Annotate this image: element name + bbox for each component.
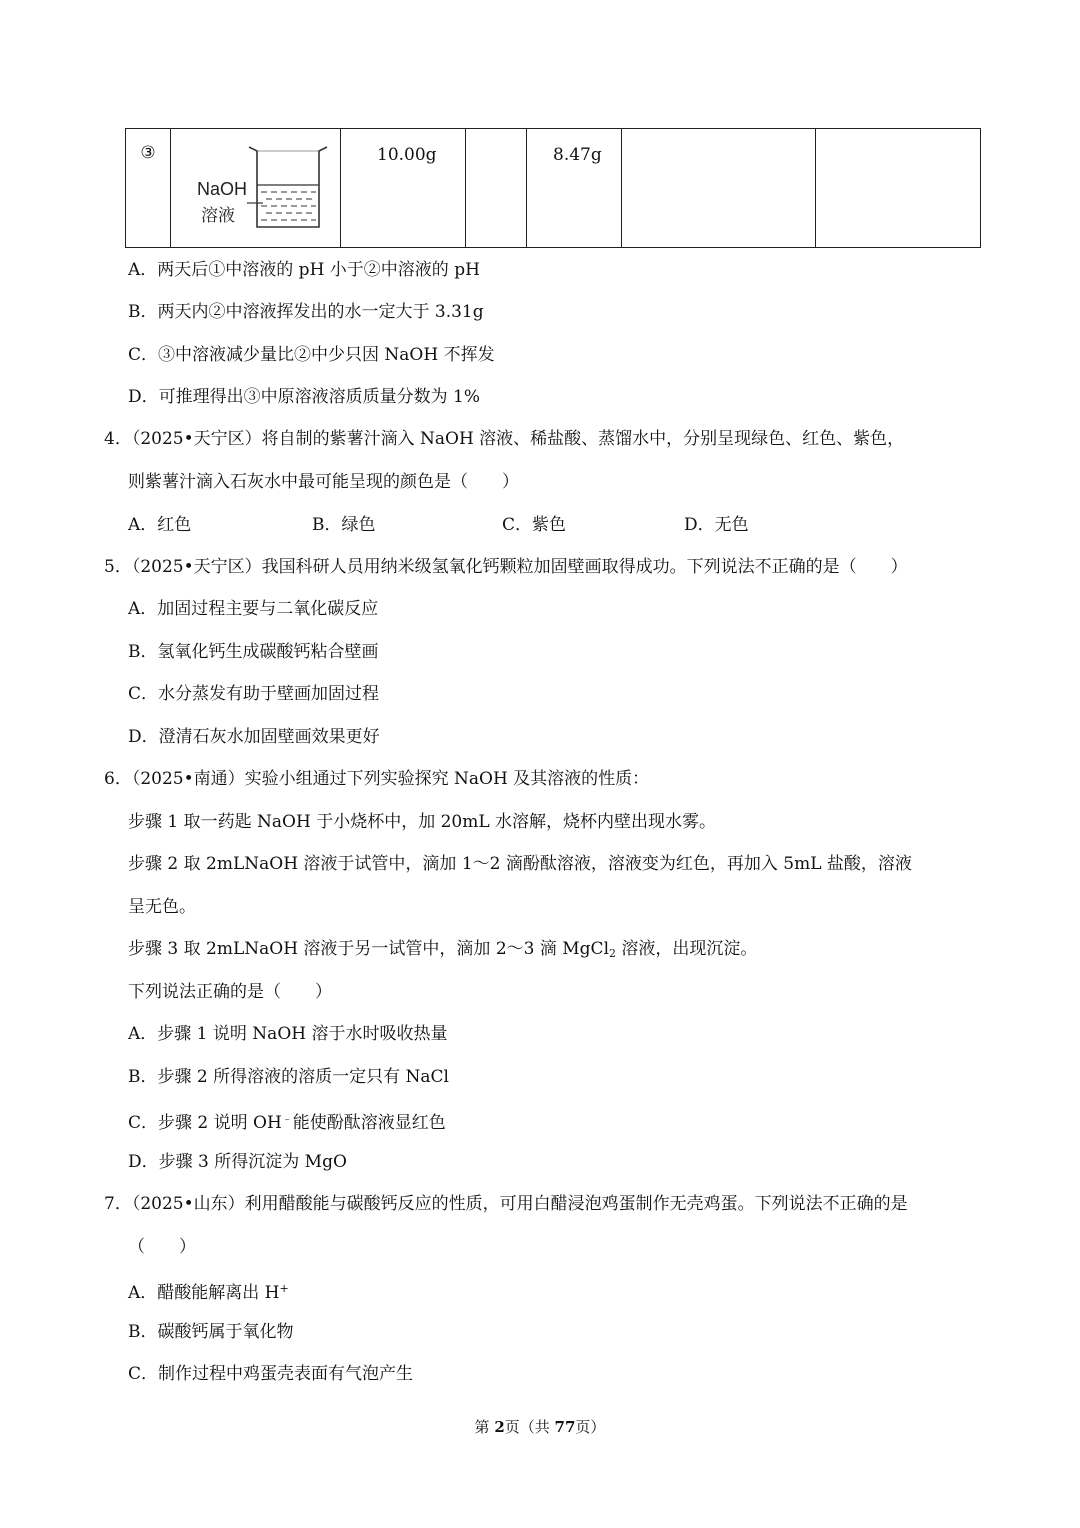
q4-option-a: A．红色 bbox=[128, 515, 192, 535]
q7-option-a-superscript: + bbox=[279, 1282, 289, 1295]
q4-stem-line1: 4．（2025•天宁区）将自制的紫薯汁滴入 NaOH 溶液、稀盐酸、蒸馏水中，分别呈现绿色、红色、紫色， bbox=[104, 429, 905, 449]
q4-stem-line2: 则紫薯汁滴入石灰水中最可能呈现的颜色是（ ） bbox=[128, 472, 519, 492]
q6-step3-text: 步骤 3 取 2mLNaOH 溶液于另一试管中，滴加 2～3 滴 MgCl bbox=[128, 939, 610, 959]
q4-option-c: C．紫色 bbox=[502, 515, 567, 535]
row-number: ③ bbox=[126, 129, 171, 248]
page-number: 2 bbox=[494, 1418, 505, 1436]
q7-option-a-text: A．醋酸能解离出 H bbox=[128, 1283, 280, 1303]
q5-option-d: D．澄清石灰水加固壁画效果更好 bbox=[128, 727, 380, 747]
footer-text-mid: 页（共 bbox=[504, 1418, 555, 1436]
beaker-cell bbox=[171, 129, 341, 248]
empty-cell bbox=[622, 129, 816, 248]
beaker-label-solution: 溶液 bbox=[201, 206, 235, 226]
page-footer bbox=[0, 1416, 1080, 1437]
q5-stem: 5．（2025•天宁区）我国科研人员用纳米级氢氧化钙颗粒加固壁画取得成功。下列说法不正确的是（ ） bbox=[104, 557, 908, 577]
q6-step3-text-end: 溶液，出现沉淀。 bbox=[616, 939, 758, 959]
q6-step2-line2: 呈无色。 bbox=[128, 897, 196, 917]
q7-option-a bbox=[128, 1278, 289, 1304]
q6-ask: 下列说法正确的是（ ） bbox=[128, 982, 332, 1002]
q3-option-a: A．两天后①中溶液的 pH 小于②中溶液的 pH bbox=[128, 260, 480, 280]
beaker-label-naoh: NaOH bbox=[197, 179, 248, 199]
mass-initial-cell: 10.00g bbox=[341, 129, 466, 248]
empty-cell bbox=[816, 129, 981, 248]
q7-paren: （ ） bbox=[128, 1237, 196, 1257]
q5-option-a: A．加固过程主要与二氧化碳反应 bbox=[128, 599, 379, 619]
q6-step1: 步骤 1 取一药匙 NaOH 于小烧杯中，加 20mL 水溶解，烧杯内壁出现水雾。 bbox=[128, 812, 717, 832]
empty-cell bbox=[466, 129, 527, 248]
q3-option-d: D．可推理得出③中原溶液溶质质量分数为 1% bbox=[128, 387, 481, 407]
q6-option-c-superscript: ﹣ bbox=[281, 1112, 293, 1125]
q4-option-d: D．无色 bbox=[684, 515, 749, 535]
q7-option-c: C．制作过程中鸡蛋壳表面有气泡产生 bbox=[128, 1364, 414, 1384]
q3-option-b: B．两天内②中溶液挥发出的水一定大于 3.31g bbox=[128, 302, 484, 322]
table-row bbox=[126, 129, 981, 248]
experiment-table bbox=[125, 128, 981, 248]
page-total: 77 bbox=[554, 1418, 576, 1436]
q6-option-b: B．步骤 2 所得溶液的溶质一定只有 NaCl bbox=[128, 1067, 449, 1087]
q5-option-c: C．水分蒸发有助于壁画加固过程 bbox=[128, 684, 380, 704]
footer-text: 第 bbox=[474, 1418, 495, 1436]
q4-option-b: B．绿色 bbox=[312, 515, 376, 535]
q6-step3-subscript: 2 bbox=[609, 947, 617, 960]
q5-option-b: B．氢氧化钙生成碳酸钙粘合壁画 bbox=[128, 642, 379, 662]
q7-stem: 7．（2025•山东）利用醋酸能与碳酸钙反应的性质，可用白醋浸泡鸡蛋制作无壳鸡蛋。下列说法不正确的是 bbox=[104, 1194, 908, 1214]
q6-option-d: D．步骤 3 所得沉淀为 MgO bbox=[128, 1152, 347, 1172]
footer-text-end: 页） bbox=[575, 1418, 606, 1436]
q6-step3 bbox=[128, 938, 757, 965]
q6-option-c-text: C．步骤 2 说明 OH bbox=[128, 1113, 282, 1133]
q6-stem: 6．（2025•南通）实验小组通过下列实验探究 NaOH 及其溶液的性质： bbox=[104, 769, 650, 789]
q6-option-c bbox=[128, 1108, 446, 1134]
mass-after-cell: 8.47g bbox=[527, 129, 622, 248]
q6-step2-line1: 步骤 2 取 2mLNaOH 溶液于试管中，滴加 1～2 滴酚酞溶液，溶液变为红色，再加入 5mL 盐酸，溶液 bbox=[128, 854, 912, 874]
q6-option-a: A．步骤 1 说明 NaOH 溶于水时吸收热量 bbox=[128, 1024, 448, 1044]
q7-option-b: B．碳酸钙属于氧化物 bbox=[128, 1322, 294, 1342]
q3-option-c: C．③中溶液减少量比②中少只因 NaOH 不挥发 bbox=[128, 345, 495, 365]
beaker-diagram bbox=[171, 129, 341, 247]
q6-option-c-text-end: 能使酚酞溶液显红色 bbox=[292, 1113, 446, 1133]
